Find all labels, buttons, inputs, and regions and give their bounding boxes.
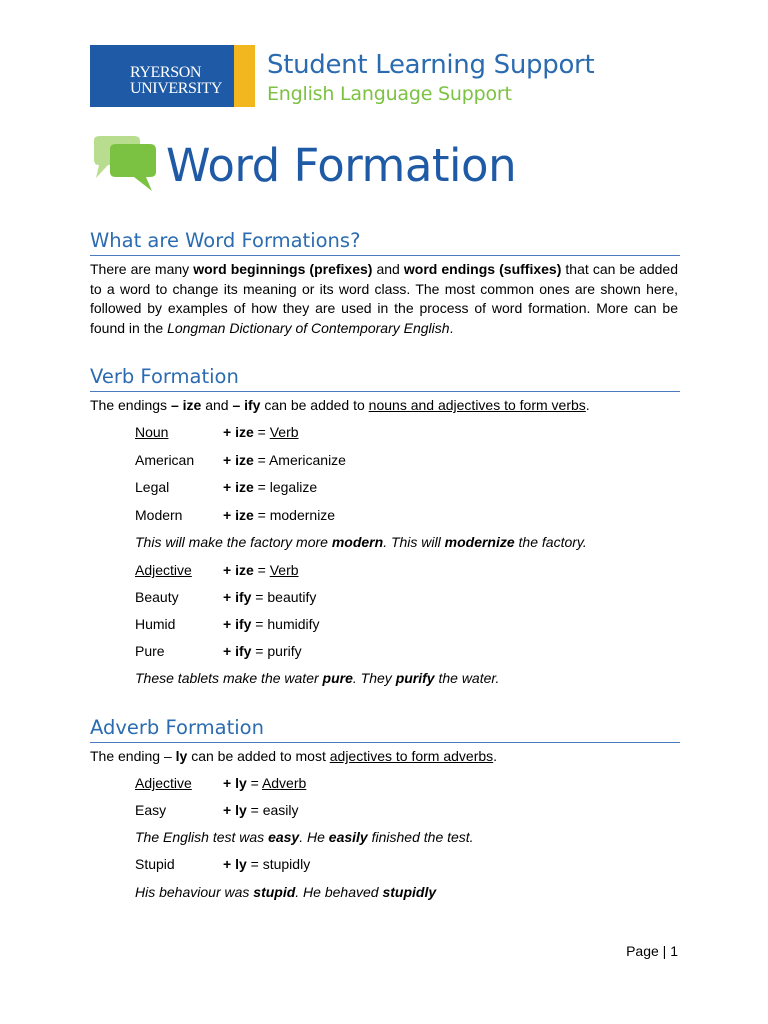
example-text: the factory. (514, 534, 587, 550)
header-main-title: Student Learning Support (267, 50, 595, 80)
suffix: + ify (223, 643, 252, 659)
adverb-intro-text-3: . (493, 748, 498, 764)
equals: = (253, 507, 270, 523)
result: modernize (269, 507, 336, 523)
result: Verb (269, 424, 299, 440)
logo-text (130, 65, 222, 97)
adverb-header-formula (223, 774, 306, 792)
verb-intro-sentence (90, 396, 590, 414)
suffix: + ly (223, 775, 247, 791)
intro-text-2: and (372, 261, 404, 277)
title-row (90, 134, 516, 198)
verb-intro-text-2: and (201, 397, 233, 413)
example-bold: purify (395, 670, 435, 686)
intro-heading: What are Word Formations? (90, 228, 680, 256)
equals: = (253, 424, 270, 440)
verb-noun-word: Modern (135, 507, 183, 523)
suffix: + ify (223, 589, 252, 605)
verb-adjective-formula (223, 588, 316, 606)
adverb-example-2 (135, 883, 436, 901)
equals: = (253, 452, 269, 468)
equals: = (253, 562, 270, 578)
adverb-word: Stupid (135, 856, 175, 872)
adverb-word: Easy (135, 802, 167, 818)
result: legalize (269, 479, 318, 495)
verb-example-1 (135, 533, 587, 551)
example-text: . He (299, 829, 329, 845)
adverb-adjective-header: Adjective (135, 775, 192, 791)
example-text: finished the test. (367, 829, 474, 845)
adverb-formula (223, 801, 299, 819)
verb-intro-underlined: nouns and adjectives to form verbs (368, 397, 586, 413)
verb-adjective-word: Beauty (135, 589, 179, 605)
verb-intro-text-1: The endings (90, 397, 171, 413)
verb-intro-ize: – ize (170, 397, 202, 413)
verb-noun-word: American (135, 452, 195, 468)
example-bold: modernize (444, 534, 515, 550)
page-title: Word Formation (166, 139, 517, 192)
result: purify (267, 643, 302, 659)
ryerson-logo (90, 45, 234, 107)
verb-adjective-header: Adjective (135, 562, 192, 578)
example-bold: modern (331, 534, 384, 550)
intro-text-1: There are many (90, 261, 194, 277)
adverb-intro-underlined: adjectives to form adverbs (329, 748, 494, 764)
example-bold: stupid (253, 884, 296, 900)
adverb-intro-sentence (90, 747, 497, 765)
verb-adjective-word: Pure (135, 643, 165, 659)
result: easily (262, 802, 299, 818)
example-bold: stupidly (382, 884, 437, 900)
adverb-heading: Adverb Formation (90, 715, 680, 743)
header-subtitle: English Language Support (267, 83, 512, 105)
equals: = (251, 616, 268, 632)
adverb-intro-ly: ly (175, 748, 188, 764)
suffix: + ize (223, 452, 254, 468)
verb-noun-formula (223, 478, 317, 496)
example-text: . This will (383, 534, 445, 550)
example-text: This will make the factory more (135, 534, 332, 550)
page-number: Page | 1 (626, 943, 678, 959)
result: humidify (267, 616, 320, 632)
verb-adjective-word: Humid (135, 616, 176, 632)
logo-line-2: UNIVERSITY (130, 80, 222, 97)
equals: = (246, 802, 263, 818)
adverb-formula (223, 855, 310, 873)
suffix: + ly (223, 802, 247, 818)
suffix: + ize (223, 562, 254, 578)
verb-heading: Verb Formation (90, 364, 680, 392)
adverb-intro-text-2: can be added to most (187, 748, 330, 764)
speech-bubbles-icon (90, 136, 160, 196)
suffix: + ly (223, 856, 247, 872)
verb-noun-formula (223, 451, 346, 469)
example-bold: easily (328, 829, 368, 845)
example-text: The English test was (135, 829, 269, 845)
verb-noun-formula (223, 506, 335, 524)
result: Adverb (261, 775, 307, 791)
intro-bold-2: word endings (suffixes) (403, 261, 562, 277)
example-text: . He behaved (295, 884, 383, 900)
logo-accent-bar (234, 45, 255, 107)
page-header (90, 45, 594, 107)
intro-text-3: that can be added to a word to change its meaning or its word class. The most common ones are shown here, followed by examples of how they are used in the process of word formation. More can be found in the (90, 261, 678, 336)
result: Verb (269, 562, 299, 578)
verb-intro-text-4: . (585, 397, 590, 413)
example-bold: easy (268, 829, 300, 845)
verb-example-2 (135, 669, 499, 687)
logo-line-1: RYERSON (130, 64, 201, 81)
intro-bold-1: word beginnings (prefixes) (193, 261, 373, 277)
suffix: + ize (223, 424, 254, 440)
example-text: the water. (434, 670, 500, 686)
intro-text-4: . (449, 319, 454, 336)
example-text: . They (352, 670, 396, 686)
equals: = (246, 856, 263, 872)
equals: = (246, 775, 262, 791)
verb-intro-text-3: can be added to (260, 397, 369, 413)
example-text: His behaviour was (135, 884, 254, 900)
result: stupidly (262, 856, 311, 872)
equals: = (253, 479, 270, 495)
verb-noun-word: Legal (135, 479, 170, 495)
equals: = (251, 643, 268, 659)
verb-adjective-header-formula (223, 561, 299, 579)
result: Americanize (268, 452, 346, 468)
verb-intro-ify: – ify (232, 397, 261, 413)
verb-noun-header-formula (223, 423, 299, 441)
verb-adjective-formula (223, 642, 302, 660)
adverb-intro-text-1: The ending – (90, 748, 176, 764)
header-titles (267, 45, 594, 107)
result: beautify (267, 589, 317, 605)
suffix: + ify (223, 616, 252, 632)
suffix: + ize (223, 479, 254, 495)
verb-adjective-formula (223, 615, 320, 633)
adverb-example-1 (135, 828, 474, 846)
intro-italic: Longman Dictionary of Contemporary English (167, 319, 450, 336)
verb-noun-header: Noun (135, 424, 169, 440)
example-bold: pure (322, 670, 353, 686)
intro-paragraph (90, 260, 678, 338)
equals: = (251, 589, 268, 605)
suffix: + ize (223, 507, 254, 523)
example-text: These tablets make the water (135, 670, 323, 686)
